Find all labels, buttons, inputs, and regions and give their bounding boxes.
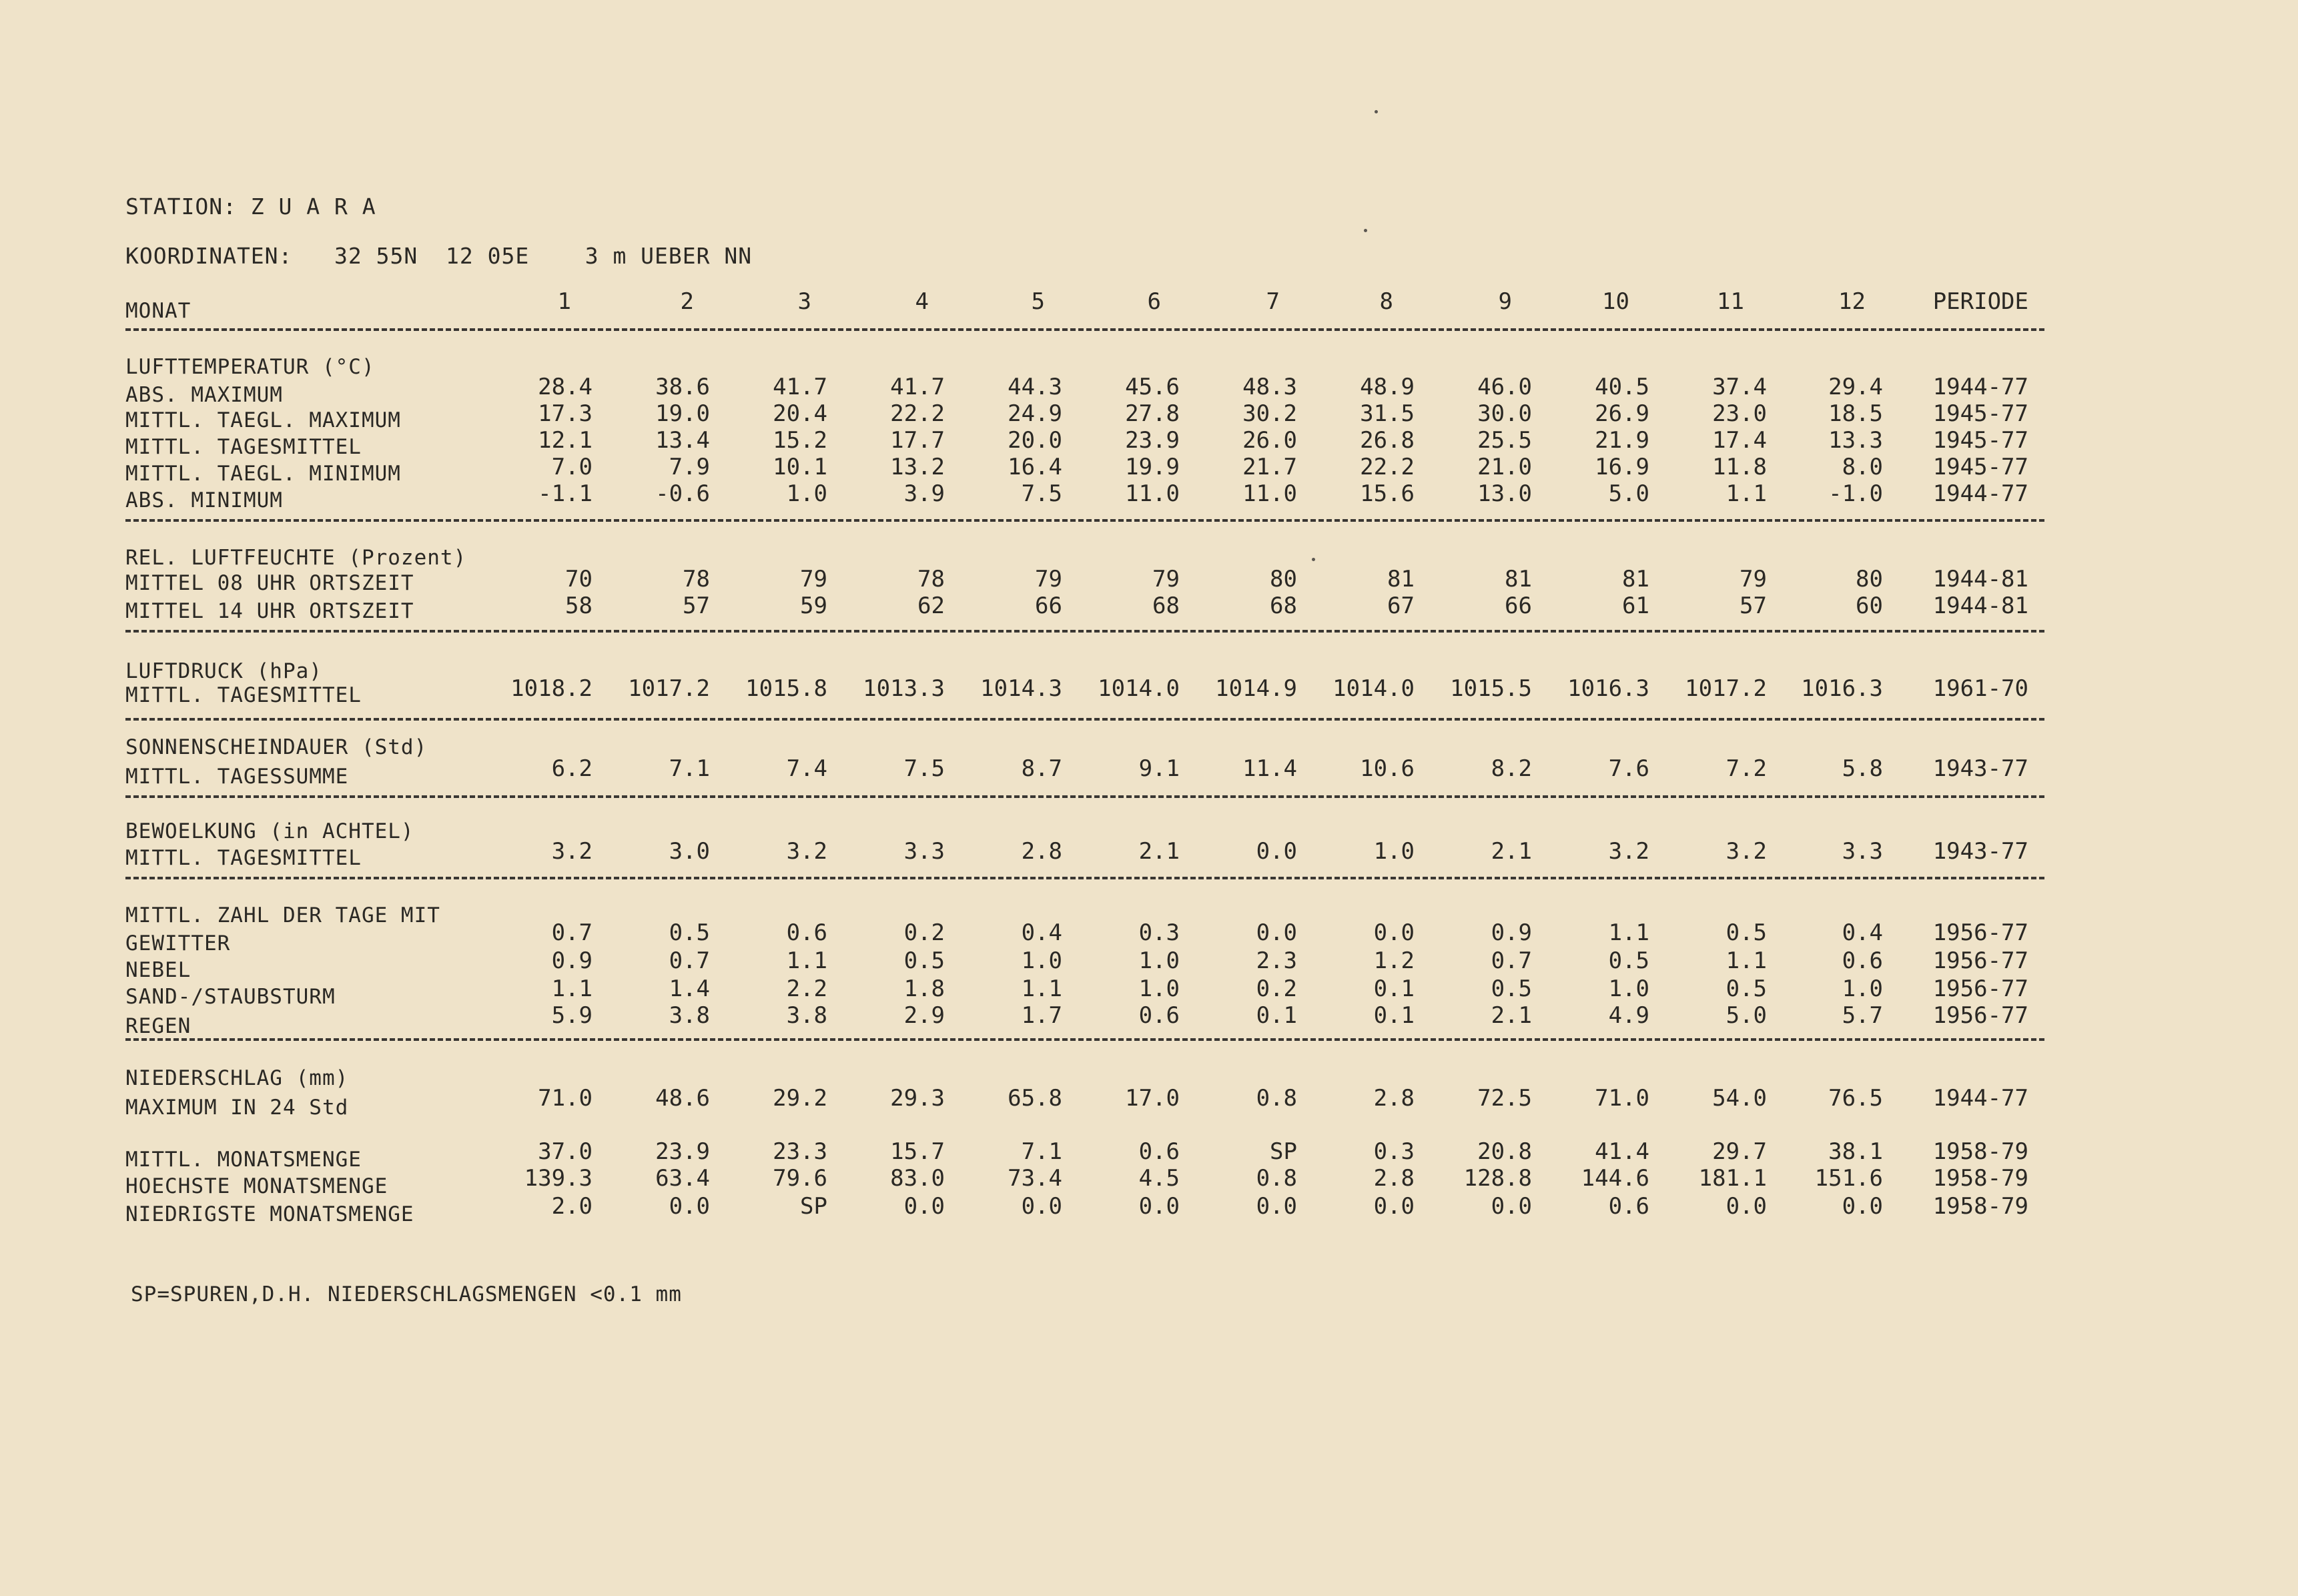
cell-regen-m10: 4.9 [1608, 1002, 1649, 1029]
period-hoechste: 1958-79 [1932, 1165, 2028, 1192]
cell-niedrigste-m3: SP [800, 1193, 827, 1220]
cell-tagesmittel-m4: 17.7 [890, 427, 945, 454]
cell-taegl_min-m6: 19.9 [1125, 454, 1180, 480]
cell-abs_max-m9: 46.0 [1477, 374, 1532, 400]
cell-tagesmittel-m11: 17.4 [1712, 427, 1767, 454]
cell-gewitter-m6: 0.3 [1138, 919, 1180, 946]
cell-pressure-m6: 1014.0 [1098, 675, 1180, 702]
cell-hoechste-m5: 73.4 [1008, 1165, 1062, 1192]
divider [125, 1038, 2044, 1041]
cell-nebel-m8: 1.2 [1373, 947, 1415, 974]
cell-hum_08-m3: 79 [800, 566, 827, 592]
cell-taegl_min-m2: 7.9 [669, 454, 710, 480]
cell-taegl_max-m11: 23.0 [1712, 400, 1767, 427]
cell-max24-m3: 29.2 [773, 1085, 827, 1112]
cell-hoechste-m10: 144.6 [1581, 1165, 1649, 1192]
cell-cloud-m11: 3.2 [1726, 838, 1767, 865]
cell-sunshine-m10: 7.6 [1608, 755, 1649, 782]
cell-nebel-m3: 1.1 [786, 947, 827, 974]
cell-monatsmenge-m11: 29.7 [1712, 1138, 1767, 1165]
cell-tagesmittel-m6: 23.9 [1125, 427, 1180, 454]
cell-gewitter-m10: 1.1 [1608, 919, 1649, 946]
cell-niedrigste-m9: 0.0 [1491, 1193, 1532, 1220]
cell-hum_08-m7: 80 [1270, 566, 1297, 592]
paper-speck [1375, 110, 1378, 113]
cell-sunshine-m11: 7.2 [1726, 755, 1767, 782]
cell-pressure-m5: 1014.3 [980, 675, 1062, 702]
cell-max24-m9: 72.5 [1477, 1085, 1532, 1112]
cell-niedrigste-m7: 0.0 [1256, 1193, 1297, 1220]
cell-sand-m2: 1.4 [669, 975, 710, 1002]
cell-nebel-m5: 1.0 [1021, 947, 1062, 974]
period-tagesmittel: 1945-77 [1932, 427, 2028, 454]
latitude: 32 55N [334, 243, 418, 269]
cell-abs_max-m12: 29.4 [1828, 374, 1883, 400]
cell-sand-m1: 1.1 [551, 975, 593, 1002]
cell-sand-m3: 2.2 [786, 975, 827, 1002]
month-header-8: 8 [1379, 288, 1393, 315]
cell-sunshine-m12: 5.8 [1842, 755, 1883, 782]
month-header-9: 9 [1498, 288, 1512, 315]
month-header-6: 6 [1147, 288, 1161, 315]
cell-monatsmenge-m2: 23.9 [655, 1138, 710, 1165]
cell-monatsmenge-m8: 0.3 [1373, 1138, 1415, 1165]
row-label-hum_08: MITTEL 08 UHR ORTSZEIT [125, 571, 414, 595]
cell-cloud-m9: 2.1 [1491, 838, 1532, 865]
row-label-abs_min: ABS. MINIMUM [125, 488, 283, 512]
cell-regen-m12: 5.7 [1842, 1002, 1883, 1029]
cell-hum_14-m12: 60 [1856, 592, 1883, 619]
cell-nebel-m9: 0.7 [1491, 947, 1532, 974]
station-name: STATION: Z U A R A [125, 193, 376, 220]
cell-tagesmittel-m8: 26.8 [1360, 427, 1415, 454]
cell-abs_max-m2: 38.6 [655, 374, 710, 400]
cell-gewitter-m9: 0.9 [1491, 919, 1532, 946]
row-label-taegl_min: MITTL. TAEGL. MINIMUM [125, 462, 401, 486]
cell-hoechste-m7: 0.8 [1256, 1165, 1297, 1192]
cell-sand-m6: 1.0 [1138, 975, 1180, 1002]
cell-pressure-m9: 1015.5 [1450, 675, 1532, 702]
cell-taegl_min-m12: 8.0 [1842, 454, 1883, 480]
cell-abs_min-m4: 3.9 [903, 480, 945, 507]
cell-hum_08-m2: 78 [683, 566, 710, 592]
cell-taegl_max-m1: 17.3 [538, 400, 593, 427]
cell-hum_14-m6: 68 [1152, 592, 1180, 619]
period-gewitter: 1956-77 [1932, 919, 2028, 946]
cell-regen-m3: 3.8 [786, 1002, 827, 1029]
cell-sunshine-m5: 8.7 [1021, 755, 1062, 782]
cell-abs_min-m8: 15.6 [1360, 480, 1415, 507]
cell-nebel-m1: 0.9 [551, 947, 593, 974]
cell-abs_min-m3: 1.0 [786, 480, 827, 507]
section-title-cloud: BEWOELKUNG (in ACHTEL) [125, 819, 414, 843]
section-title-pressure: LUFTDRUCK (hPa) [125, 659, 322, 683]
cell-taegl_max-m3: 20.4 [773, 400, 827, 427]
row-label-niedrigste: NIEDRIGSTE MONATSMENGE [125, 1202, 414, 1226]
divider [125, 718, 2044, 721]
row-label-nebel: NEBEL [125, 958, 192, 982]
section-title-precipitation: NIEDERSCHLAG (mm) [125, 1066, 349, 1090]
period-niedrigste: 1958-79 [1932, 1193, 2028, 1220]
cell-niedrigste-m2: 0.0 [669, 1193, 710, 1220]
period-regen: 1956-77 [1932, 1002, 2028, 1029]
cell-max24-m1: 71.0 [538, 1085, 593, 1112]
cell-abs_min-m10: 5.0 [1608, 480, 1649, 507]
cell-sunshine-m7: 11.4 [1242, 755, 1297, 782]
cell-hum_14-m11: 57 [1740, 592, 1767, 619]
cell-max24-m10: 71.0 [1595, 1085, 1649, 1112]
period-max24: 1944-77 [1932, 1085, 2028, 1112]
cell-max24-m12: 76.5 [1828, 1085, 1883, 1112]
cell-sand-m10: 1.0 [1608, 975, 1649, 1002]
cell-cloud-m3: 3.2 [786, 838, 827, 865]
cell-cloud-m2: 3.0 [669, 838, 710, 865]
divider [125, 795, 2044, 798]
cell-max24-m4: 29.3 [890, 1085, 945, 1112]
cell-tagesmittel-m9: 25.5 [1477, 427, 1532, 454]
cell-sand-m11: 0.5 [1726, 975, 1767, 1002]
cell-hoechste-m4: 83.0 [890, 1165, 945, 1192]
cell-abs_min-m11: 1.1 [1726, 480, 1767, 507]
cell-hoechste-m8: 2.8 [1373, 1165, 1415, 1192]
period-hum_08: 1944-81 [1932, 566, 2028, 592]
cell-hoechste-m2: 63.4 [655, 1165, 710, 1192]
cell-hum_14-m8: 67 [1387, 592, 1415, 619]
month-header-7: 7 [1266, 288, 1280, 315]
cell-abs_min-m2: -0.6 [655, 480, 710, 507]
cell-cloud-m10: 3.2 [1608, 838, 1649, 865]
cell-hoechste-m12: 151.6 [1814, 1165, 1883, 1192]
row-label-hum_14: MITTEL 14 UHR ORTSZEIT [125, 599, 414, 623]
row-label-abs_max: ABS. MAXIMUM [125, 383, 283, 407]
cell-cloud-m6: 2.1 [1138, 838, 1180, 865]
cell-taegl_min-m8: 22.2 [1360, 454, 1415, 480]
cell-gewitter-m1: 0.7 [551, 919, 593, 946]
row-label-tagesmittel: MITTL. TAGESMITTEL [125, 435, 362, 459]
cell-hoechste-m6: 4.5 [1138, 1165, 1180, 1192]
divider [125, 519, 2044, 522]
cell-taegl_max-m6: 27.8 [1125, 400, 1180, 427]
row-label-taegl_max: MITTL. TAEGL. MAXIMUM [125, 408, 401, 432]
cell-cloud-m8: 1.0 [1373, 838, 1415, 865]
cell-hum_08-m4: 78 [917, 566, 945, 592]
cell-pressure-m3: 1015.8 [745, 675, 827, 702]
cell-sand-m7: 0.2 [1256, 975, 1297, 1002]
cell-taegl_min-m11: 11.8 [1712, 454, 1767, 480]
cell-abs_min-m1: -1.1 [538, 480, 593, 507]
cell-sand-m9: 0.5 [1491, 975, 1532, 1002]
cell-taegl_min-m9: 21.0 [1477, 454, 1532, 480]
cell-nebel-m10: 0.5 [1608, 947, 1649, 974]
cell-max24-m7: 0.8 [1256, 1085, 1297, 1112]
cell-hoechste-m9: 128.8 [1463, 1165, 1532, 1192]
cell-hum_14-m10: 61 [1622, 592, 1649, 619]
period-sunshine: 1943-77 [1932, 755, 2028, 782]
cell-tagesmittel-m10: 21.9 [1595, 427, 1649, 454]
cell-cloud-m4: 3.3 [903, 838, 945, 865]
cell-abs_min-m9: 13.0 [1477, 480, 1532, 507]
cell-pressure-m11: 1017.2 [1685, 675, 1767, 702]
cell-sunshine-m8: 10.6 [1360, 755, 1415, 782]
cell-regen-m4: 2.9 [903, 1002, 945, 1029]
cell-taegl_min-m7: 21.7 [1242, 454, 1297, 480]
month-header-11: 11 [1717, 288, 1744, 315]
cell-cloud-m7: 0.0 [1256, 838, 1297, 865]
cell-regen-m2: 3.8 [669, 1002, 710, 1029]
cell-abs_max-m4: 41.7 [890, 374, 945, 400]
cell-taegl_max-m5: 24.9 [1008, 400, 1062, 427]
month-header-3: 3 [797, 288, 811, 315]
cell-hum_14-m3: 59 [800, 592, 827, 619]
cell-abs_min-m12: -1.0 [1828, 480, 1883, 507]
longitude: 12 05E [446, 243, 530, 269]
cell-pressure-m1: 1018.2 [510, 675, 593, 702]
cell-tagesmittel-m7: 26.0 [1242, 427, 1297, 454]
row-label-hoechste: HOECHSTE MONATSMENGE [125, 1174, 388, 1198]
cell-gewitter-m7: 0.0 [1256, 919, 1297, 946]
cell-sunshine-m1: 6.2 [551, 755, 593, 782]
cell-max24-m6: 17.0 [1125, 1085, 1180, 1112]
section-title-sunshine: SONNENSCHEINDAUER (Std) [125, 735, 428, 759]
cell-nebel-m6: 1.0 [1138, 947, 1180, 974]
cell-monatsmenge-m10: 41.4 [1595, 1138, 1649, 1165]
elevation: 3 m UEBER NN [585, 243, 753, 269]
cell-abs_min-m7: 11.0 [1242, 480, 1297, 507]
cell-gewitter-m11: 0.5 [1726, 919, 1767, 946]
cell-abs_max-m10: 40.5 [1595, 374, 1649, 400]
cell-monatsmenge-m6: 0.6 [1138, 1138, 1180, 1165]
cell-nebel-m7: 2.3 [1256, 947, 1297, 974]
row-label-regen: REGEN [125, 1014, 192, 1038]
cell-taegl_max-m2: 19.0 [655, 400, 710, 427]
cell-hum_08-m9: 81 [1505, 566, 1532, 592]
section-title-days: MITTL. ZAHL DER TAGE MIT [125, 903, 440, 927]
cell-pressure-m8: 1014.0 [1332, 675, 1415, 702]
cell-taegl_max-m8: 31.5 [1360, 400, 1415, 427]
row-label-monatsmenge: MITTL. MONATSMENGE [125, 1148, 362, 1172]
cell-monatsmenge-m12: 38.1 [1828, 1138, 1883, 1165]
cell-monatsmenge-m9: 20.8 [1477, 1138, 1532, 1165]
cell-niedrigste-m12: 0.0 [1842, 1193, 1883, 1220]
cell-pressure-m2: 1017.2 [628, 675, 710, 702]
footnote: SP=SPUREN,D.H. NIEDERSCHLAGSMENGEN <0.1 mm [131, 1282, 682, 1306]
month-header-1: 1 [557, 288, 571, 315]
row-label-pressure: MITTL. TAGESMITTEL [125, 683, 362, 707]
cell-monatsmenge-m3: 23.3 [773, 1138, 827, 1165]
cell-hum_08-m12: 80 [1856, 566, 1883, 592]
period-hum_14: 1944-81 [1932, 592, 2028, 619]
cell-abs_max-m1: 28.4 [538, 374, 593, 400]
cell-hum_14-m7: 68 [1270, 592, 1297, 619]
cell-niedrigste-m8: 0.0 [1373, 1193, 1415, 1220]
cell-gewitter-m3: 0.6 [786, 919, 827, 946]
cell-sand-m4: 1.8 [903, 975, 945, 1002]
cell-monatsmenge-m7: SP [1270, 1138, 1297, 1165]
cell-gewitter-m5: 0.4 [1021, 919, 1062, 946]
cell-pressure-m7: 1014.9 [1215, 675, 1297, 702]
cell-tagesmittel-m5: 20.0 [1008, 427, 1062, 454]
cell-sunshine-m9: 8.2 [1491, 755, 1532, 782]
cell-hum_08-m1: 70 [565, 566, 593, 592]
period-abs_max: 1944-77 [1932, 374, 2028, 400]
cell-hum_14-m5: 66 [1035, 592, 1062, 619]
cell-monatsmenge-m1: 37.0 [538, 1138, 593, 1165]
period-cloud: 1943-77 [1932, 838, 2028, 865]
cell-hoechste-m3: 79.6 [773, 1165, 827, 1192]
cell-tagesmittel-m1: 12.1 [538, 427, 593, 454]
cell-sunshine-m6: 9.1 [1138, 755, 1180, 782]
cell-max24-m8: 2.8 [1373, 1085, 1415, 1112]
month-header-12: 12 [1838, 288, 1866, 315]
cell-pressure-m4: 1013.3 [863, 675, 945, 702]
month-header-label: MONAT [125, 299, 192, 323]
cell-taegl_min-m5: 16.4 [1008, 454, 1062, 480]
cell-taegl_max-m10: 26.9 [1595, 400, 1649, 427]
cell-abs_max-m7: 48.3 [1242, 374, 1297, 400]
cell-hoechste-m11: 181.1 [1698, 1165, 1767, 1192]
coordinates-label: KOORDINATEN: [125, 243, 293, 269]
row-label-cloud: MITTL. TAGESMITTEL [125, 846, 362, 870]
month-header-4: 4 [915, 288, 929, 315]
cell-gewitter-m2: 0.5 [669, 919, 710, 946]
divider [125, 877, 2044, 879]
period-header: PERIODE [1932, 288, 2028, 315]
cell-regen-m5: 1.7 [1021, 1002, 1062, 1029]
cell-sunshine-m2: 7.1 [669, 755, 710, 782]
cell-taegl_min-m3: 10.1 [773, 454, 827, 480]
cell-abs_max-m11: 37.4 [1712, 374, 1767, 400]
coordinates-line [125, 243, 752, 269]
section-title-temperature: LUFTTEMPERATUR (°C) [125, 355, 375, 379]
cell-taegl_min-m10: 16.9 [1595, 454, 1649, 480]
row-label-sand: SAND-/STAUBSTURM [125, 985, 336, 1009]
cell-abs_max-m5: 44.3 [1008, 374, 1062, 400]
section-title-humidity: REL. LUFTFEUCHTE (Prozent) [125, 546, 467, 570]
row-label-max24: MAXIMUM IN 24 Std [125, 1096, 349, 1120]
cell-abs_max-m3: 41.7 [773, 374, 827, 400]
cell-monatsmenge-m5: 7.1 [1021, 1138, 1062, 1165]
cell-hoechste-m1: 139.3 [524, 1165, 593, 1192]
month-header-5: 5 [1031, 288, 1045, 315]
cell-hum_08-m10: 81 [1622, 566, 1649, 592]
cell-sunshine-m3: 7.4 [786, 755, 827, 782]
cell-cloud-m5: 2.8 [1021, 838, 1062, 865]
cell-nebel-m4: 0.5 [903, 947, 945, 974]
period-taegl_max: 1945-77 [1932, 400, 2028, 427]
cell-cloud-m1: 3.2 [551, 838, 593, 865]
cell-pressure-m10: 1016.3 [1567, 675, 1649, 702]
cell-hum_14-m2: 57 [683, 592, 710, 619]
cell-gewitter-m8: 0.0 [1373, 919, 1415, 946]
cell-max24-m11: 54.0 [1712, 1085, 1767, 1112]
period-pressure: 1961-70 [1932, 675, 2028, 702]
cell-max24-m2: 48.6 [655, 1085, 710, 1112]
period-taegl_min: 1945-77 [1932, 454, 2028, 480]
cell-tagesmittel-m2: 13.4 [655, 427, 710, 454]
cell-taegl_max-m12: 18.5 [1828, 400, 1883, 427]
divider [125, 630, 2044, 633]
cell-niedrigste-m4: 0.0 [903, 1193, 945, 1220]
cell-sand-m5: 1.1 [1021, 975, 1062, 1002]
cell-sand-m8: 0.1 [1373, 975, 1415, 1002]
cell-regen-m1: 5.9 [551, 1002, 593, 1029]
cell-cloud-m12: 3.3 [1842, 838, 1883, 865]
month-header-2: 2 [680, 288, 694, 315]
cell-hum_08-m11: 79 [1740, 566, 1767, 592]
cell-taegl_max-m7: 30.2 [1242, 400, 1297, 427]
cell-abs_max-m6: 45.6 [1125, 374, 1180, 400]
cell-pressure-m12: 1016.3 [1801, 675, 1883, 702]
cell-taegl_max-m4: 22.2 [890, 400, 945, 427]
cell-niedrigste-m6: 0.0 [1138, 1193, 1180, 1220]
cell-taegl_min-m1: 7.0 [551, 454, 593, 480]
period-abs_min: 1944-77 [1932, 480, 2028, 507]
row-label-sunshine: MITTL. TAGESSUMME [125, 765, 349, 789]
cell-hum_08-m6: 79 [1152, 566, 1180, 592]
cell-niedrigste-m11: 0.0 [1726, 1193, 1767, 1220]
cell-abs_min-m6: 11.0 [1125, 480, 1180, 507]
paper-speck [1364, 229, 1367, 232]
cell-nebel-m11: 1.1 [1726, 947, 1767, 974]
cell-gewitter-m12: 0.4 [1842, 919, 1883, 946]
row-label-gewitter: GEWITTER [125, 931, 231, 955]
cell-regen-m8: 0.1 [1373, 1002, 1415, 1029]
cell-regen-m7: 0.1 [1256, 1002, 1297, 1029]
cell-regen-m11: 5.0 [1726, 1002, 1767, 1029]
cell-hum_08-m5: 79 [1035, 566, 1062, 592]
cell-niedrigste-m1: 2.0 [551, 1193, 593, 1220]
cell-tagesmittel-m3: 15.2 [773, 427, 827, 454]
cell-niedrigste-m10: 0.6 [1608, 1193, 1649, 1220]
cell-gewitter-m4: 0.2 [903, 919, 945, 946]
period-nebel: 1956-77 [1932, 947, 2028, 974]
cell-taegl_max-m9: 30.0 [1477, 400, 1532, 427]
cell-taegl_min-m4: 13.2 [890, 454, 945, 480]
cell-regen-m6: 0.6 [1138, 1002, 1180, 1029]
cell-sunshine-m4: 7.5 [903, 755, 945, 782]
cell-hum_14-m1: 58 [565, 592, 593, 619]
cell-regen-m9: 2.1 [1491, 1002, 1532, 1029]
cell-niedrigste-m5: 0.0 [1021, 1193, 1062, 1220]
cell-max24-m5: 65.8 [1008, 1085, 1062, 1112]
cell-hum_14-m9: 66 [1505, 592, 1532, 619]
cell-sand-m12: 1.0 [1842, 975, 1883, 1002]
cell-hum_08-m8: 81 [1387, 566, 1415, 592]
cell-nebel-m12: 0.6 [1842, 947, 1883, 974]
cell-tagesmittel-m12: 13.3 [1828, 427, 1883, 454]
cell-monatsmenge-m4: 15.7 [890, 1138, 945, 1165]
month-header-10: 10 [1602, 288, 1629, 315]
period-sand: 1956-77 [1932, 975, 2028, 1002]
cell-hum_14-m4: 62 [917, 592, 945, 619]
divider [125, 328, 2044, 331]
period-monatsmenge: 1958-79 [1932, 1138, 2028, 1165]
cell-abs_min-m5: 7.5 [1021, 480, 1062, 507]
cell-abs_max-m8: 48.9 [1360, 374, 1415, 400]
paper-speck [1312, 558, 1315, 561]
cell-nebel-m2: 0.7 [669, 947, 710, 974]
